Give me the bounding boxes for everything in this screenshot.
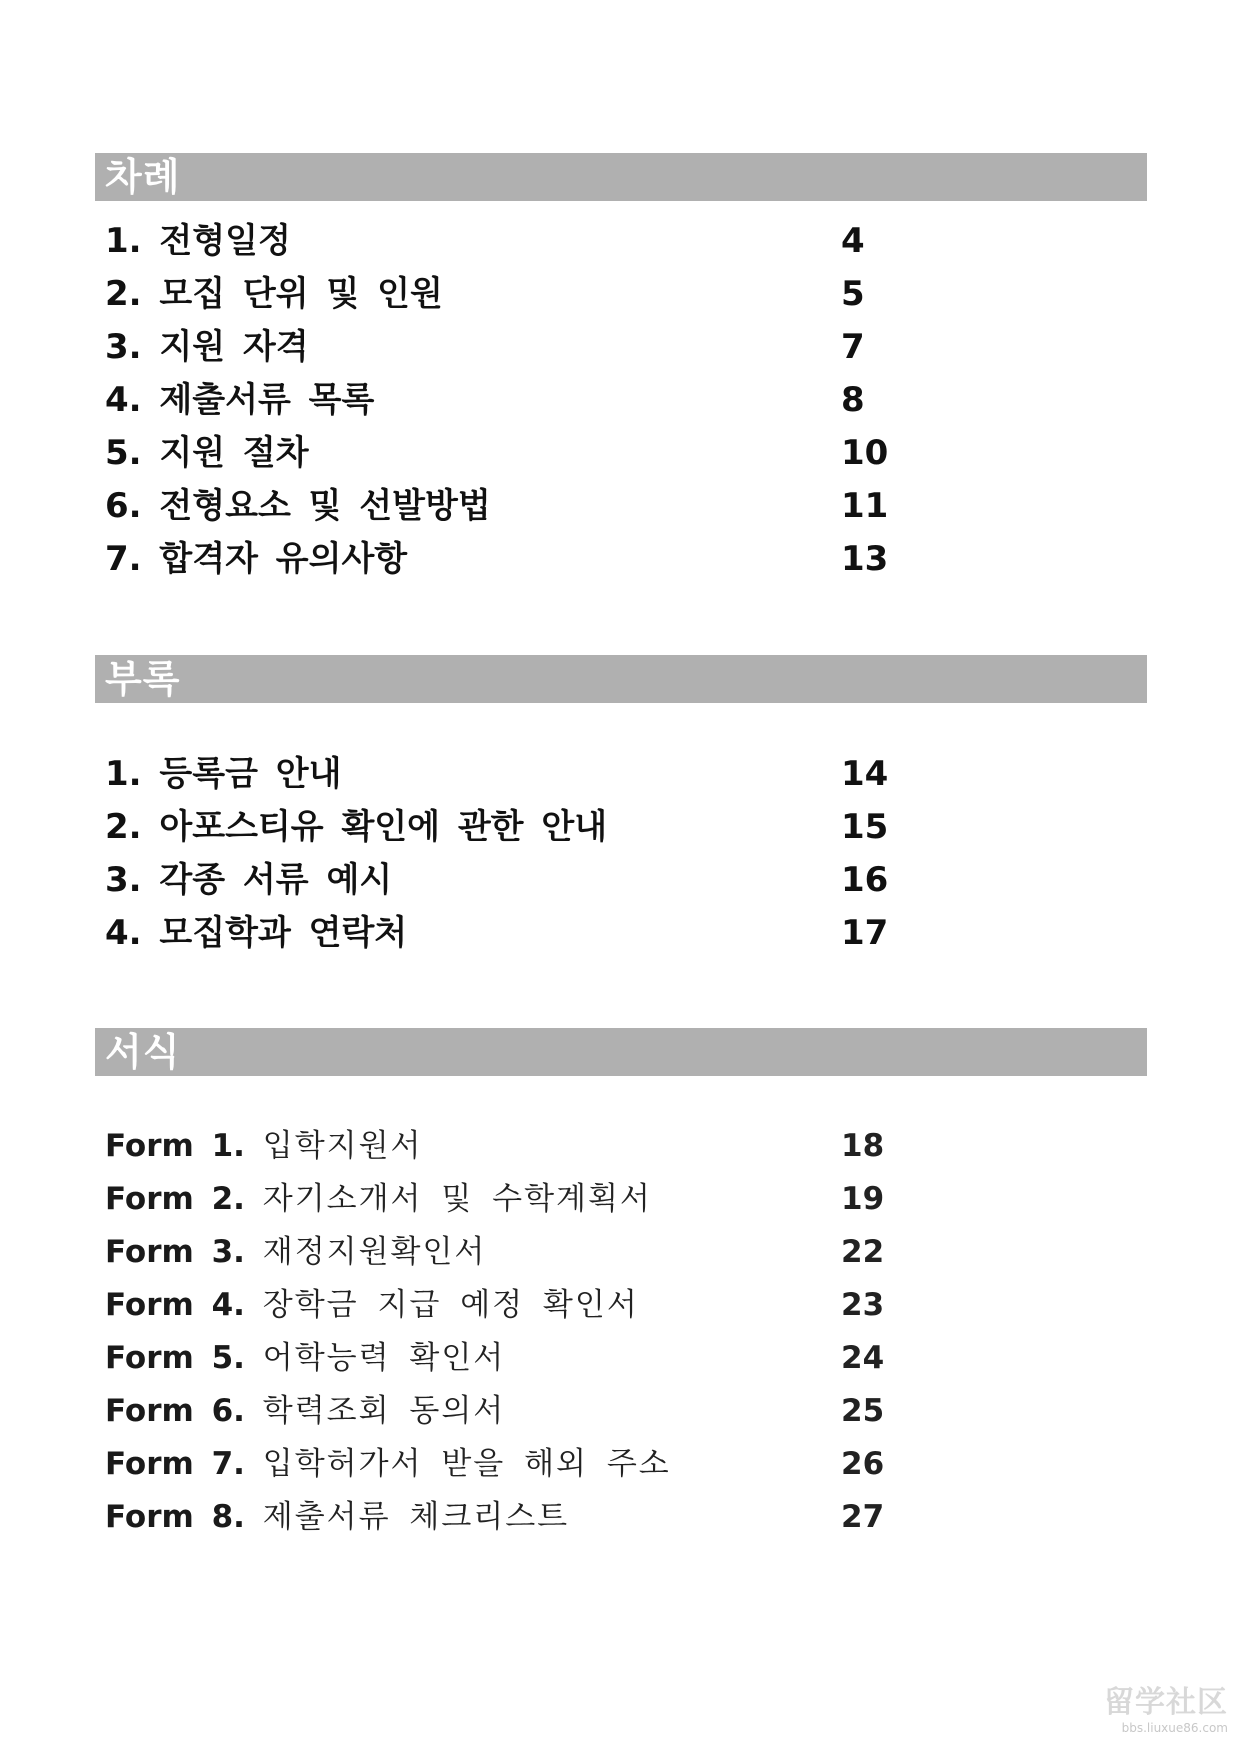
- form-row: [105, 1385, 895, 1438]
- toc-row: [105, 907, 895, 960]
- toc-page-number: 15: [841, 807, 889, 847]
- toc-label: 1. 등록금 안내: [105, 754, 342, 794]
- form-row: [105, 1120, 895, 1173]
- toc-page-number: 17: [841, 913, 889, 953]
- toc-page-number: 24: [841, 1340, 885, 1376]
- contents-header-bar: [95, 153, 1147, 201]
- form-title: 제출서류 체크리스트: [262, 1499, 570, 1535]
- toc-label: 1. 전형일정: [105, 221, 291, 261]
- form-row: [105, 1491, 895, 1544]
- toc-page-number: 22: [841, 1234, 885, 1270]
- form-prefix: Form 1.: [105, 1128, 245, 1164]
- form-title: 입학지원서: [262, 1128, 423, 1164]
- toc-page-number: 26: [841, 1446, 885, 1482]
- form-prefix: Form 3.: [105, 1234, 245, 1270]
- form-row: [105, 1438, 895, 1491]
- toc-page-number: 16: [841, 860, 889, 900]
- toc-label: 2. 모집 단위 및 인원: [105, 274, 443, 314]
- appendix-title: 부록: [105, 657, 181, 701]
- toc-row: [105, 533, 895, 586]
- toc-row: [105, 748, 895, 801]
- toc-page-number: 25: [841, 1393, 885, 1429]
- toc-page-number: 27: [841, 1499, 885, 1535]
- form-prefix: Form 7.: [105, 1446, 245, 1482]
- toc-page-number: 7: [841, 327, 865, 367]
- toc-row: [105, 854, 895, 907]
- form-label: [105, 1438, 671, 1491]
- form-row: [105, 1332, 895, 1385]
- form-row: [105, 1226, 895, 1279]
- form-title: 어학능력 확인서: [262, 1340, 506, 1376]
- form-row: [105, 1279, 895, 1332]
- toc-label: 4. 모집학과 연락처: [105, 913, 408, 953]
- toc-page-number: 11: [841, 486, 889, 526]
- toc-row: [105, 321, 895, 374]
- form-prefix: Form 8.: [105, 1499, 245, 1535]
- form-label: [105, 1332, 505, 1385]
- forms-header-bar: [95, 1028, 1147, 1076]
- contents-list: [105, 215, 895, 586]
- watermark-text: 留学社区: [1104, 1685, 1228, 1720]
- toc-label: 2. 아포스티유 확인에 관한 안내: [105, 807, 608, 847]
- forms-title: 서식: [105, 1030, 181, 1074]
- toc-label: 5. 지원 절차: [105, 433, 309, 473]
- form-title: 학력조회 동의서: [262, 1393, 506, 1429]
- form-title: 재정지원확인서: [262, 1234, 487, 1270]
- form-prefix: Form 6.: [105, 1393, 245, 1429]
- form-title: 장학금 지급 예정 확인서: [262, 1287, 639, 1323]
- toc-label: 3. 지원 자격: [105, 327, 309, 367]
- toc-page-number: 14: [841, 754, 889, 794]
- forms-list: [105, 1120, 895, 1544]
- toc-row: [105, 374, 895, 427]
- toc-label: 6. 전형요소 및 선발방법: [105, 486, 491, 526]
- toc-page-number: 10: [841, 433, 889, 473]
- toc-row: [105, 215, 895, 268]
- toc-page-number: 19: [841, 1181, 885, 1217]
- appendix-list: [105, 748, 895, 960]
- form-prefix: Form 2.: [105, 1181, 245, 1217]
- form-label: [105, 1491, 569, 1544]
- toc-label: 3. 각종 서류 예시: [105, 860, 393, 900]
- toc-row: [105, 480, 895, 533]
- toc-page-number: 18: [841, 1128, 885, 1164]
- form-title: 자기소개서 및 수학계획서: [262, 1181, 652, 1217]
- toc-label: 7. 합격자 유의사항: [105, 539, 408, 579]
- toc-page-number: 4: [841, 221, 865, 261]
- watermark-logo: [1058, 1686, 1228, 1742]
- contents-title: 차례: [105, 155, 181, 199]
- toc-page-number: 5: [841, 274, 865, 314]
- toc-row: [105, 268, 895, 321]
- toc-page-number: 8: [841, 380, 865, 420]
- toc-label: 4. 제출서류 목록: [105, 380, 375, 420]
- form-prefix: Form 5.: [105, 1340, 245, 1376]
- toc-page-number: 13: [841, 539, 889, 579]
- toc-page-number: 23: [841, 1287, 885, 1323]
- form-label: [105, 1173, 652, 1226]
- toc-row: [105, 427, 895, 480]
- toc-row: [105, 801, 895, 854]
- form-prefix: Form 4.: [105, 1287, 245, 1323]
- form-title: 입학허가서 받을 해외 주소: [262, 1446, 671, 1482]
- form-row: [105, 1173, 895, 1226]
- form-label: [105, 1226, 486, 1279]
- appendix-header-bar: [95, 655, 1147, 703]
- form-label: [105, 1385, 505, 1438]
- watermark-url: bbs.liuxue86.com: [1121, 1721, 1228, 1735]
- form-label: [105, 1279, 639, 1332]
- form-label: [105, 1120, 422, 1173]
